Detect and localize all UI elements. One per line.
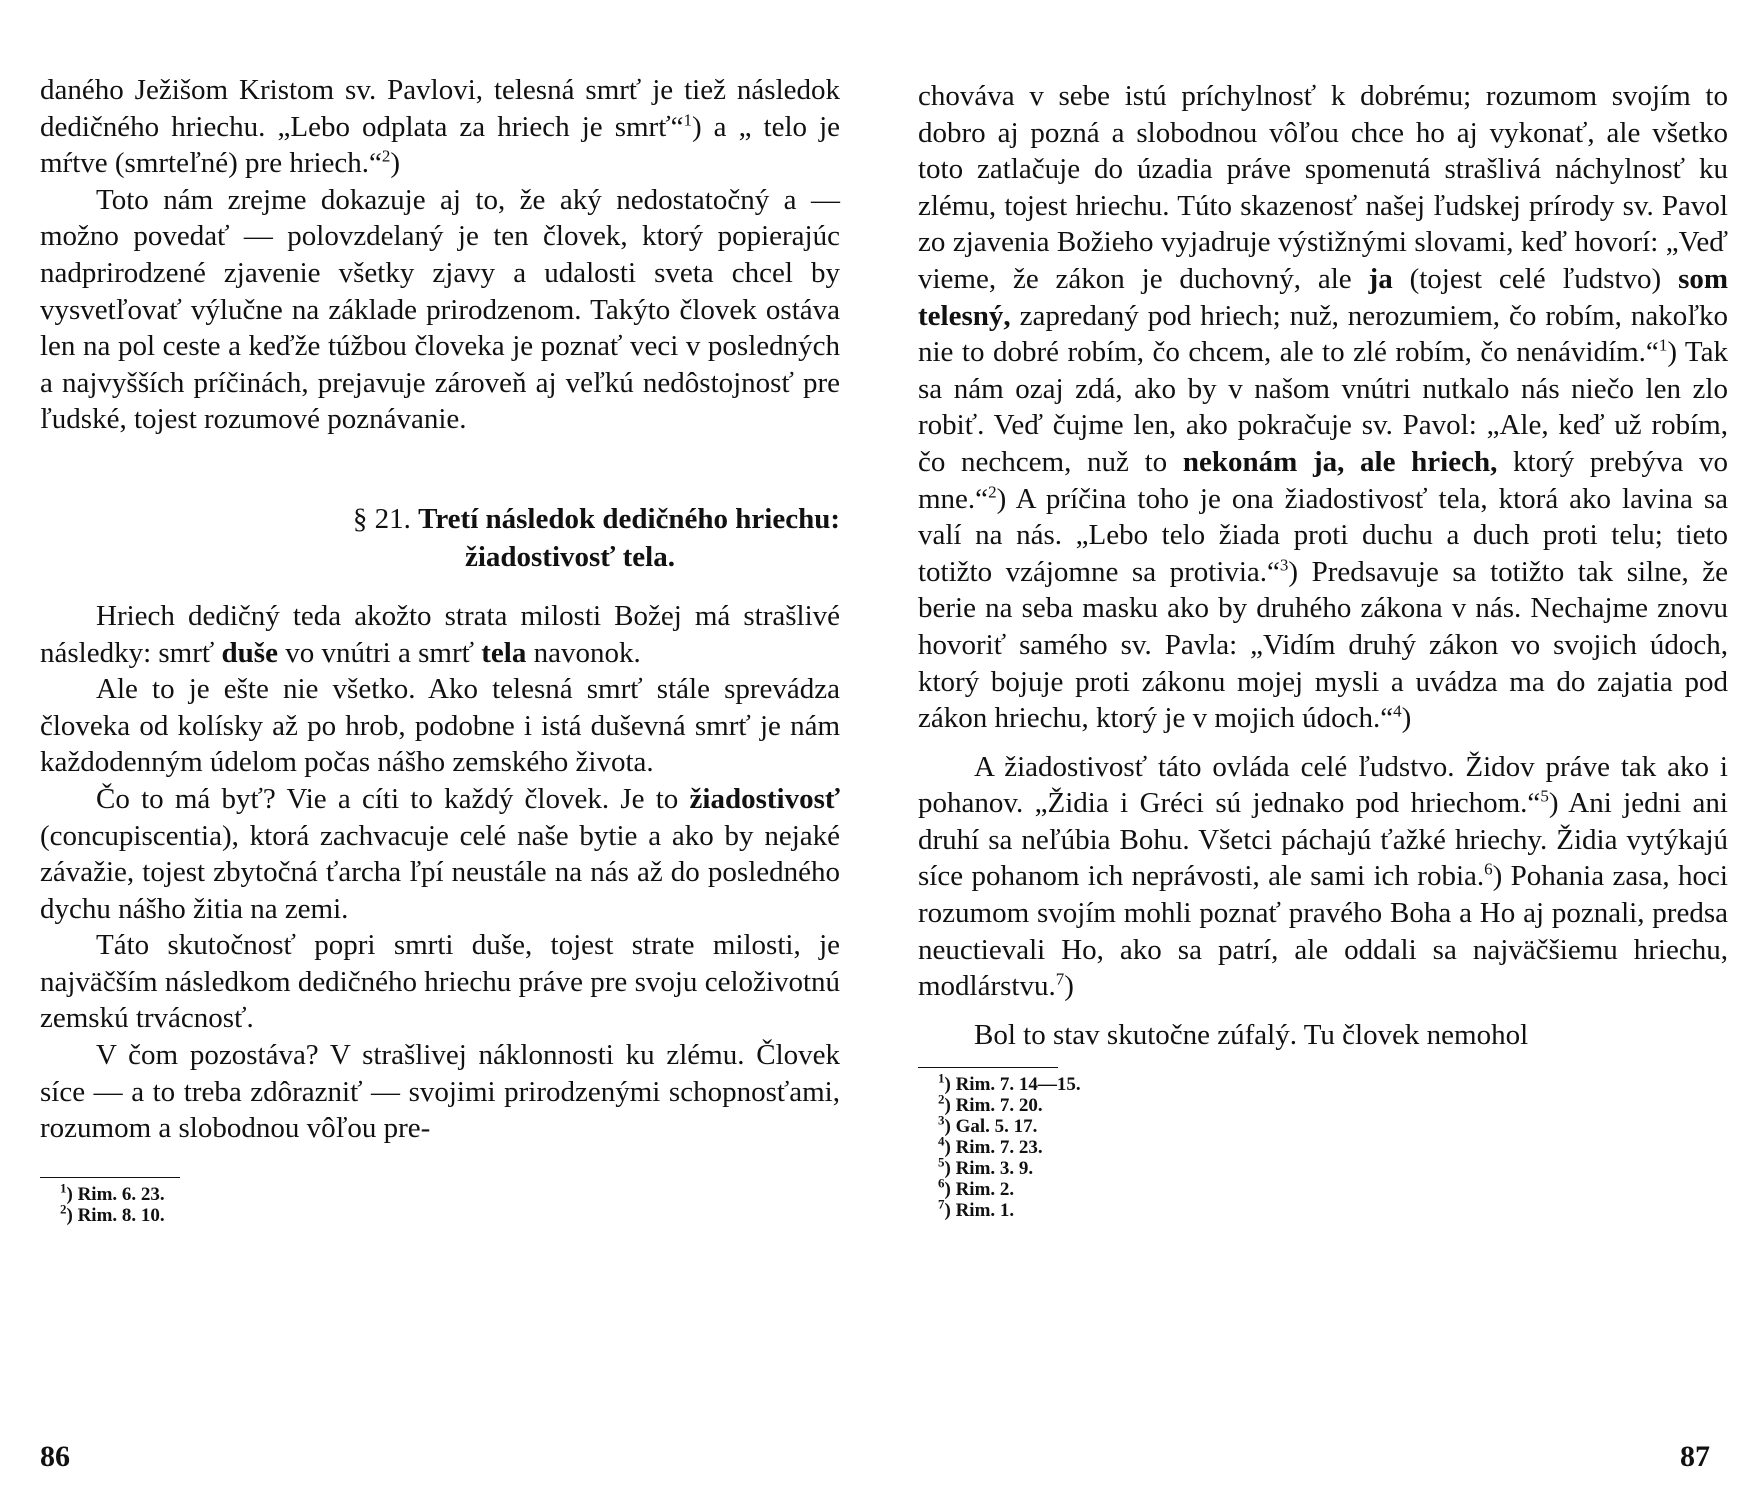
text: ) Ani jedni ani druhí sa neľúbia Bohu. Všetci páchajú ťažké hriechy. Židia vytýkajú síce pohanom ich neprávosti, ale sami ich robia. [918,787,1728,893]
right-paragraph-1 [918,78,1728,737]
left-paragraph-4: Ale to je ešte nie všetko. Ako telesná smrť stále sprevádza človeka od kolísky až po hrob, podobne i istá duševná smrť je nám každodenným údelom počas nášho zemského života. [40,673,840,779]
footnote-mark: 2 [938,1092,945,1108]
page-number-right: 87 [1680,1440,1710,1473]
text: ) [1401,702,1412,735]
text: ktorý prebýva vo mne.“ [918,445,1728,515]
footnote-text: ) Rim. 6. 23. [66,1183,165,1205]
text: ) [1064,970,1074,1003]
footnote-text: ) Rim. 2. [944,1179,1015,1201]
right-page [918,78,1728,1221]
footnote-ref: 4 [1393,701,1402,721]
footnote-text: ) Rim. 1. [944,1200,1015,1222]
bold-text: som telesný, [918,262,1729,332]
footnote [938,1071,1728,1096]
section-title: Tretí následok dedičného hriechu: [418,502,840,535]
left-paragraph-2: Toto nám zrejme dokazuje aj to, že aký nedostatočný a — možno povedať — polovzdelaný je ten človek, ktorý popierajúc nadprirodzené zjavenie všetky zjavy a udalosti sveta chcel by vysvetľovať výlučne na základe prirodzenom. Takýto človek ostáva len na pol ceste a keďže túžbou človeka je poznať veci v posledných a najvyšších príčinách, prejavuje zároveň aj veľkú nedôstojnosť pre ľudské, tojest rozumové poznávanie. [40,183,840,436]
text: A žiadostivosť táto ovláda celé ľudstvo. Židov práve tak ako i pohanov. „Židia i Gréci sú jednako pod hriechom.“ [918,750,1728,820]
footnote [938,1176,1728,1201]
footnote [60,1180,840,1205]
footnote-ref: 1 [683,109,692,129]
text: ) Predsavuje sa totižto tak silne, že berie na seba masku ako by druhého zákona v nás. Nechajme znovu hovoriť samého sv. Pavla: „Vidím druhý zákon vo svojich údoch, ktorý bojuje proti zákonu mojej mysli a uvádza ma do zajatia pod zákon hriechu, ktorý je v mojich údoch.“ [918,555,1728,735]
text: ) Pohania zasa, hoci rozumom svojím mohli poznať pravého Boha a Ho aj poznali, predsa neuctievali Ho, ako sa patrí, ale oddali sa najväčšiemu hriechu, modlárstvu. [918,860,1728,1003]
footnote-mark: 2 [60,1201,67,1217]
footnote-text: ) Rim. 7. 23. [944,1137,1043,1159]
footnote-mark: 6 [938,1176,945,1192]
right-paragraph-3: Bol to stav skutočne zúfalý. Tu človek nemohol [974,1018,1529,1051]
bold-text: ja [1368,262,1393,295]
left-paragraph-3 [40,598,840,671]
footnote [60,1201,840,1226]
footnote-text: ) Rim. 3. 9. [944,1158,1034,1180]
footnote [938,1092,1728,1117]
left-paragraph-7: V čom pozostáva? V strašlivej náklonnosti ku zlému. Človek síce — a to treba zdôrazniť — svojimi prirodzenými schopnosťami, rozumom a slobodnou vôľou pre- [40,1039,840,1145]
text: ) [390,147,401,180]
left-paragraph-1 [40,72,840,182]
footnote-ref: 2 [381,146,391,166]
bold-text: žiadostivosť [689,782,840,815]
page-number-left: 86 [40,1440,70,1473]
text: Hriech dedičný teda akožto strata milosti Božej má strašlivé následky: smrť [40,599,840,669]
text: navonok. [533,636,641,669]
footnote [938,1197,1728,1222]
text: vo vnútri a smrť [285,636,475,669]
bold-text: tela [481,636,527,669]
footnote-ref: 5 [1540,786,1549,806]
footnote-text: ) Gal. 5. 17. [944,1116,1038,1138]
left-footnotes [40,1180,840,1226]
section-heading [40,500,840,576]
footnote-ref: 7 [1055,969,1065,989]
footnote-text: ) Rim. 7. 14—15. [944,1074,1081,1096]
bold-text: duše [221,636,278,669]
right-paragraph-2 [918,749,1728,1005]
text: ) A príčina toho je ona žiadostivosť tela, ktorá ako lavina sa valí na nás. „Lebo telo žiada proti duchu a duch proti telu; tieto totižto vzájomne sa protivia.“ [918,482,1728,588]
text: zapredaný pod hriech; nuž, nerozumiem, čo robím, nakoľko nie to dobré robím, čo chcem, ale to zlé robím, čo nenávidím.“ [918,299,1728,369]
footnote-text: ) Rim. 8. 10. [66,1204,165,1226]
left-paragraph-5 [40,781,840,927]
footnote [938,1155,1728,1180]
section-number: § 21. [352,502,411,535]
footnote [938,1134,1728,1159]
text: Čo to má byť? Vie a cíti to každý človek. Je to [96,782,679,815]
footnote-mark: 1 [938,1071,945,1087]
footnote-mark: 4 [938,1134,945,1150]
footnote-ref: 3 [1279,555,1289,575]
text: ) Tak sa nám ozaj zdá, ako by v našom vnútri nutkalo nás niečo len zlo robiť. Veď čujme len, ako pokračuje sv. Pavol: „Ale, keď už robím, čo nechcem, nuž to [918,336,1728,478]
left-paragraph-6: Táto skutočnosť popri smrti duše, tojest strate milosti, je najväčším následkom dedičného hriechu práve pre svoju celoživotnú zemskú trvácnosť. [40,929,840,1035]
footnote-mark: 1 [60,1180,67,1196]
footnote-mark: 7 [938,1197,945,1213]
footnote-ref: 1 [1658,335,1668,355]
text: chováva v sebe istú príchylnosť k dobrému; rozumom svojím to dobro aj pozná a slobodnou vôľou chce ho aj vykonať, ale všetko toto zatlačuje do úzadia práve spomenutá strašlivá náchylnosť ku zlému, tojest hriechu. Túto skazenosť našej ľudskej prírody sv. Pavol zo zjavenia Božieho vyjadruje výstižnými slovami, keď hovorí: „Veď vieme, že zákon je duchovný, ale [918,80,1728,295]
footnote-text: ) Rim. 7. 20. [944,1095,1043,1117]
footnote-mark: 3 [938,1113,945,1129]
footnote-rule [40,1177,180,1178]
text: (tojest celé ľudstvo) [1409,262,1662,295]
footnote [938,1113,1728,1138]
footnote-rule [918,1067,1058,1068]
text: daného Ježišom Kristom sv. Pavlovi, telesná smrť je tiež následok dedičného hriechu. „Lebo odplata za hriech je smrť“ [40,74,840,143]
footnote-ref: 2 [988,481,997,501]
footnote-mark: 5 [938,1155,945,1171]
bold-text: nekonám ja, ale hriech, [1182,445,1498,478]
left-page [40,72,840,1226]
right-footnotes [918,1071,1728,1222]
text: (concupiscentia), ktorá zachvacuje celé naše bytie a ako by nejaké závažie, tojest zbytočná ťarcha ľpí neustále na nás až do posledného dychu nášho žitia na zemi. [40,819,840,925]
section-title-line2: žiadostivosť tela. [464,540,675,573]
text: ) a „ telo je mŕtve (smrteľné) pre hriech.“ [40,110,840,180]
footnote-ref: 6 [1484,859,1493,879]
